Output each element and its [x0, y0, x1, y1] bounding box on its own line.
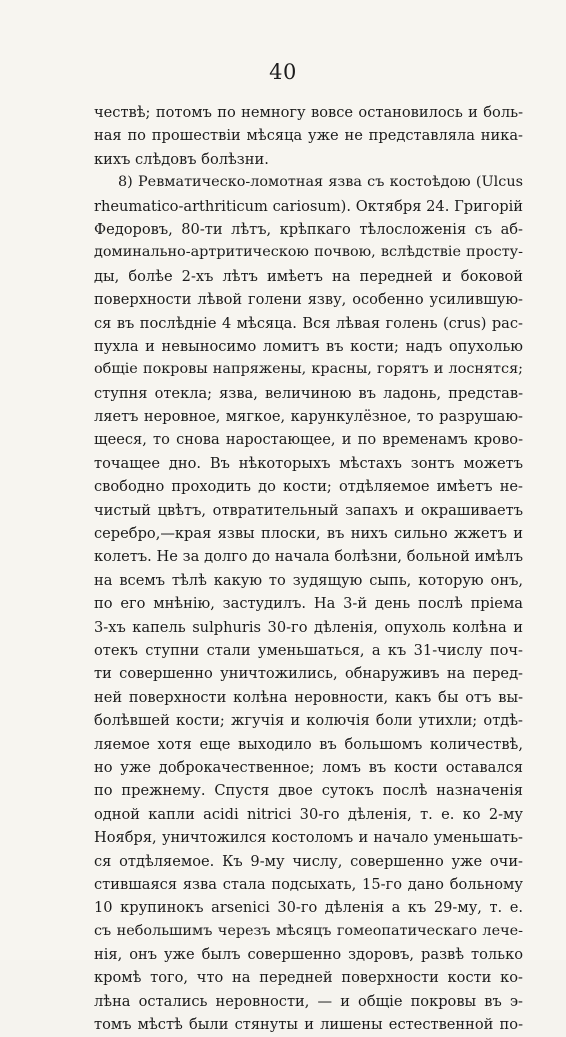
- text-line: 8) Ревматическо-ломотная язва съ костоѣдою (Ulcus: [118, 174, 523, 191]
- text-line: лѣна остались неровности, — и общіе покровы въ э-: [94, 992, 523, 1010]
- page-number: 40: [269, 60, 297, 84]
- text-line: общіе покровы напряжены, красны, горятъ и лоснятся;: [94, 361, 523, 378]
- text-line: свободно проходить до кости; отдѣляемое имѣетъ не-: [94, 478, 523, 496]
- body-text: [94, 101, 523, 1037]
- text-line: ная по прошествіи мѣсяца уже не представляла ника-: [94, 127, 523, 145]
- text-line: ляемое хотя еще выходило въ большомъ количествѣ,: [94, 735, 523, 753]
- text-line: кромѣ того, что на передней поверхности кости ко-: [94, 969, 523, 987]
- text-line: ся въ послѣдніе 4 мѣсяца. Вся лѣвая голень (crus) рас-: [94, 314, 523, 332]
- text-line: нія, онъ уже былъ совершенно здоровъ, развѣ только: [94, 946, 523, 964]
- text-line: 10 крупинокъ arsenici 30-го дѣленія а къ 29-му, т. е.: [94, 899, 523, 917]
- text-line: стившаяся язва стала подсыхать, 15-го дано больному: [94, 875, 523, 893]
- text-line: чествѣ; потомъ по немногу вовсе остановилось и боль-: [94, 104, 523, 121]
- text-line: ды, болѣе 2-хъ лѣтъ имѣетъ на передней и боковой: [94, 267, 523, 285]
- text-line: Ноября, уничтожился костоломъ и начало уменьшать-: [94, 829, 523, 847]
- text-line: ся отдѣляемое. Къ 9-му числу, совершенно уже очи-: [94, 852, 523, 870]
- text-line: на всемъ тѣлѣ какую то зудящую сыпь, которую онъ,: [94, 571, 523, 589]
- text-line: по его мнѣнію, застудилъ. На 3-й день послѣ пріема: [94, 595, 523, 613]
- text-line: 3-хъ капель sulphuris 30-го дѣленія, опухоль колѣна и: [94, 618, 523, 636]
- text-line: но уже доброкачественное; ломъ въ кости оставался: [94, 758, 523, 776]
- text-line: ступня отекла; язва, величиною въ ладонь, представ-: [94, 384, 523, 402]
- text-line: одной капли acidi nitrici 30-го дѣленія, т. е. ко 2-му: [94, 805, 523, 823]
- text-line: щееся, то снова наростающее, и по временамъ крово-: [94, 431, 523, 449]
- text-line: ляетъ неровное, мягкое, карункулёзное, то разрушаю-: [94, 408, 523, 426]
- text-line: кихъ слѣдовъ болѣзни.: [94, 150, 269, 168]
- text-line: ней поверхности колѣна неровности, какъ бы отъ вы-: [94, 688, 523, 706]
- text-line: чистый цвѣтъ, отвратительный запахъ и окрашиваетъ: [94, 501, 523, 519]
- text-line: поверхности лѣвой голени язву, особенно усилившую-: [94, 291, 523, 309]
- text-line: Федоровъ, 80-ти лѣтъ, крѣпкаго тѣлосложенія съ аб-: [94, 220, 523, 238]
- text-line: болѣвшей кости; жгучія и колючія боли утихли; отдѣ-: [94, 712, 523, 730]
- text-line: колетъ. Не за долго до начала болѣзни, больной имѣлъ: [94, 548, 523, 566]
- text-line: точащее дно. Въ нѣкоторыхъ мѣстахъ зонтъ можетъ: [94, 454, 523, 472]
- text-line: ти совершенно уничтожились, обнаруживъ на перед-: [94, 665, 523, 683]
- text-line: пухла и невыносимо ломитъ въ кости; надъ опухолью: [94, 337, 523, 355]
- text-line: съ небольшимъ черезъ мѣсяцъ гомеопатическаго лече-: [94, 922, 523, 939]
- text-line: rheumatico-arthriticum cariosum). Октября 24. Григорій: [94, 197, 523, 215]
- text-line: томъ мѣстѣ были стянуты и лишены естественной по-: [94, 1016, 523, 1034]
- text-line: по прежнему. Спустя двое сутокъ послѣ назначенія: [94, 782, 523, 800]
- text-line: отекъ ступни стали уменьшаться, а къ 31-числу поч-: [94, 641, 523, 659]
- text-line: доминально-артритическою почвою, вслѣдствіе просту-: [94, 244, 523, 261]
- text-line: серебро,—края язвы плоски, въ нихъ сильно жжетъ и: [94, 525, 523, 543]
